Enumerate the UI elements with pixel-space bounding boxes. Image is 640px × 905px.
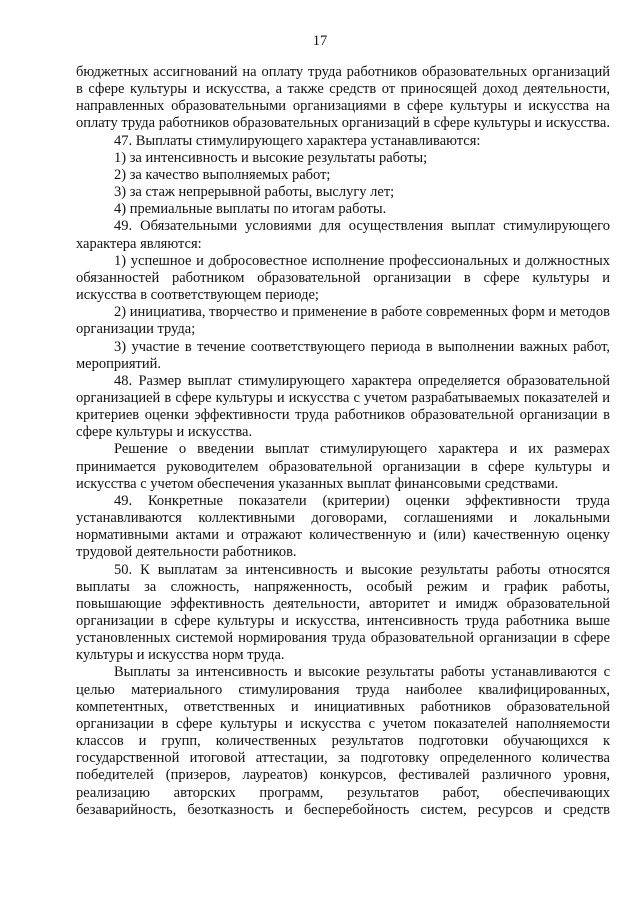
paragraph: бюджетных ассигнований на оплату труда работников образовательных организаций в сфере культуры и искусства, а также средств от приносящей доход деятельности, направленных образовательными организациями в сфере культуры и искусства на оплату труда работников образовательных организаций в сфере культуры и искусства. [76, 64, 610, 132]
paragraph: 3) за стаж непрерывной работы, выслугу лет; [114, 184, 395, 201]
paragraph: 49. Обязательными условиями для осуществления выплат стимулирующего характера являются: [76, 218, 610, 252]
paragraph: 3) участие в течение соответствующего периода в выполнении важных работ, мероприятий. [76, 338, 610, 372]
page-number: 17 [312, 33, 328, 49]
paragraph: 2) за качество выполняемых работ; [114, 166, 331, 183]
paragraph: 49. Конкретные показатели (критерии) оценки эффективности труда устанавливаются коллективными договорами, соглашениями и локальными нормативными актами и отражают количественную и (или) качественную оценку трудовой деятельности работников. [76, 492, 610, 561]
paragraph: 48. Размер выплат стимулирующего характера определяется образовательной организацией в сфере культуры и искусства с учетом разрабатываемых показателей и критериев оценки эффективности труда работников образовательной организации в сфере культуры и искусства. [76, 372, 610, 441]
document-body [76, 64, 610, 819]
paragraph: Выплаты за интенсивность и высокие результаты работы устанавливаются с целью материального стимулирования труда наиболее квалифицированных, компетентных, ответственных и инициативных работников образовательной организации в сфере культуры и искусства с учетом показателей наполняемости классов и групп, количественных результатов подготовки обучающихся к государственной итоговой аттестации, за подготовку определенного количества победителей (призеров, лауреатов) конкурсов, фестивалей различного уровня, реализацию авторских программ, результатов работ, обеспечивающих безаварийность, безотказность и бесперебойность систем, ресурсов и средств [76, 664, 610, 818]
paragraph: 50. К выплатам за интенсивность и высокие результаты работы относятся выплаты за сложность, напряженность, особый режим и график работы, повышающие эффективность деятельности, авторитет и имидж образовательной организации в сфере культуры и искусства, интенсивность труда работника выше установленных системой нормирования труда образовательной организации в сфере культуры и искусства норм труда. [76, 561, 610, 664]
paragraph: 47. Выплаты стимулирующего характера устанавливаются: [114, 132, 481, 149]
paragraph: Решение о введении выплат стимулирующего характера и их размерах принимается руководителем образовательной организации в сфере культуры и искусства с учетом обеспечения указанных выплат финансовыми средствами. [76, 441, 610, 492]
paragraph: 4) премиальные выплаты по итогам работы. [114, 201, 387, 218]
paragraph: 2) инициатива, творчество и применение в работе современных форм и методов организации труда; [76, 304, 610, 338]
paragraph: 1) за интенсивность и высокие результаты работы; [114, 149, 428, 166]
paragraph: 1) успешное и добросовестное исполнение профессиональных и должностных обязанностей работником образовательной организации в сфере культуры и искусства в соответствующем периоде; [76, 252, 610, 304]
